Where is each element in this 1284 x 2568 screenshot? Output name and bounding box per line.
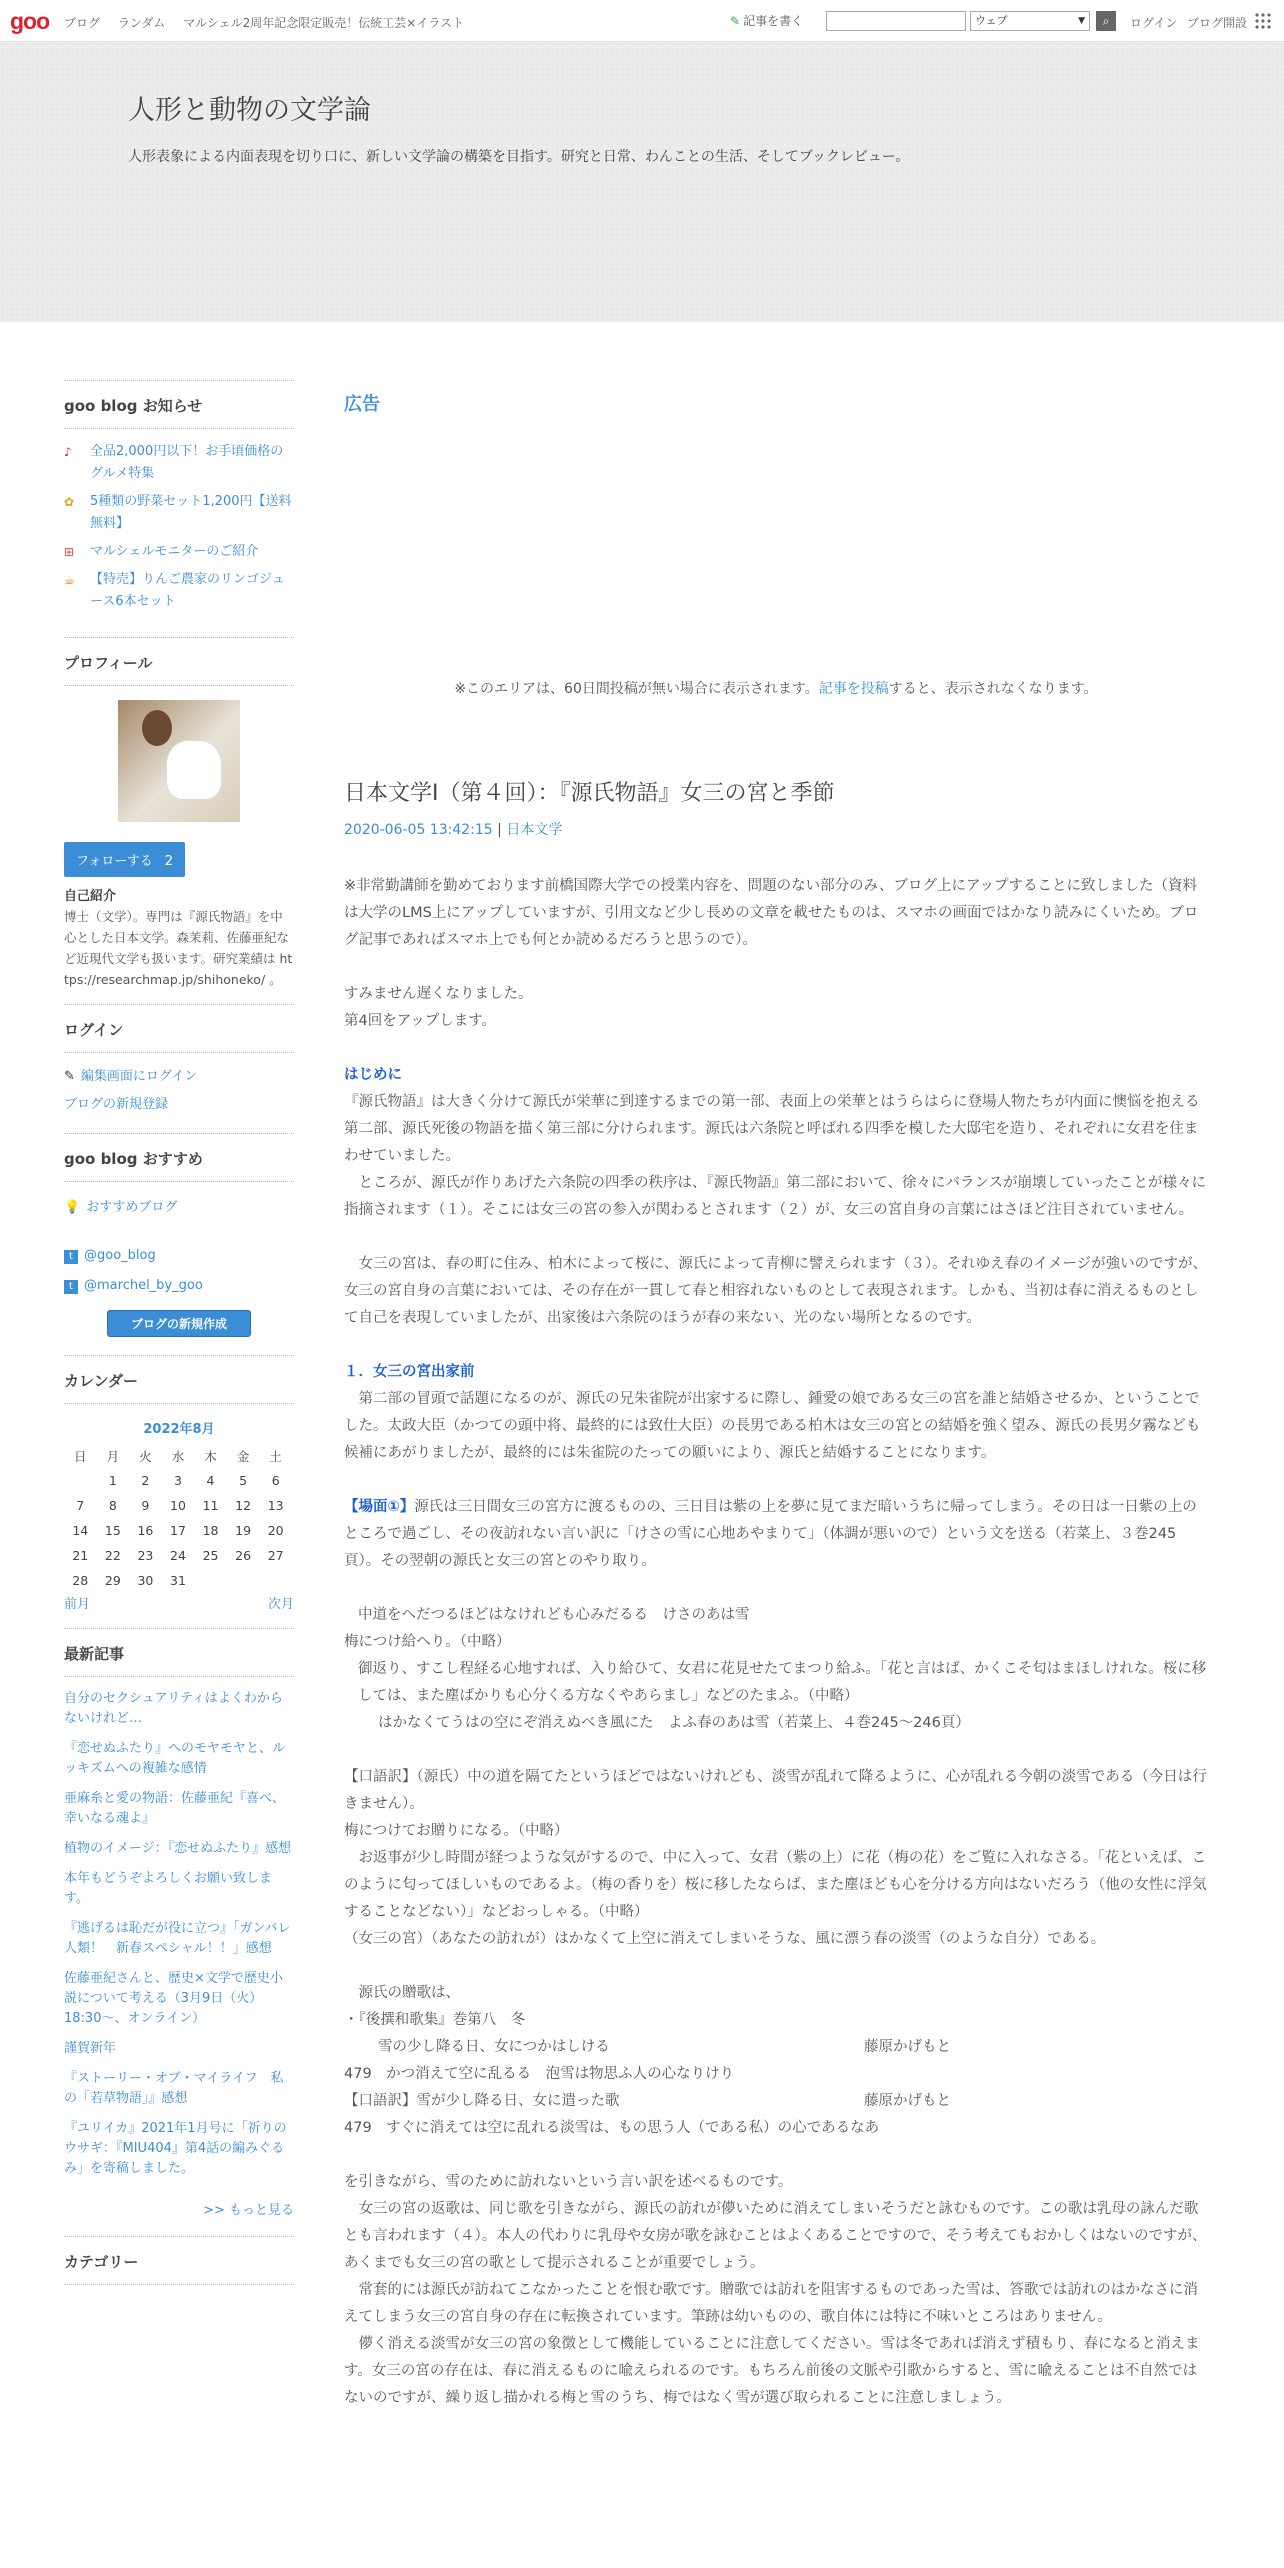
recent-post-link[interactable]: 『ユリイカ』2021年1月号に「祈りのウサギ：『MIU404』第4話の編みぐるみ」を寄稿しました。 <box>64 2121 287 2176</box>
notice-item[interactable] <box>64 441 294 485</box>
poem-author: 藤原かげもと <box>864 2039 951 2055</box>
calendar-day: 31 <box>170 1573 186 1588</box>
recent-posts-list <box>64 1677 294 2199</box>
weekday: 金 <box>236 1448 250 1464</box>
poem-line: 479 かつ消えて空に乱るる 泡雪は物思ふ人の心なりけり <box>344 2066 735 2082</box>
calendar-day: 22 <box>104 1548 121 1563</box>
twitter-icon: t <box>64 1280 78 1294</box>
calendar-week <box>64 1493 292 1518</box>
music-note-icon: ♪ <box>64 445 72 459</box>
sidebar <box>64 380 294 2285</box>
nav-random[interactable]: ランダム <box>117 16 166 30</box>
quote-line: 梅につけ給へり。（中略） <box>344 1634 511 1650</box>
more-posts-link[interactable]: >> もっと見る <box>203 2203 294 2218</box>
meta-separator: | <box>492 822 507 838</box>
calendar-day: 11 <box>202 1498 219 1513</box>
weekday: 火 <box>139 1448 152 1464</box>
weekday: 日 <box>74 1448 87 1464</box>
nav-marchel-promo[interactable]: マルシェル2周年記念限定販売！伝統工芸×イラスト <box>183 16 464 30</box>
follow-button[interactable] <box>64 842 185 877</box>
calendar-day: 12 <box>235 1498 252 1513</box>
intro-heading: 自己紹介 <box>64 889 117 904</box>
calendar-day: 1 <box>108 1473 117 1488</box>
poem-line <box>344 2088 1208 2115</box>
calendar-day: 30 <box>137 1573 154 1588</box>
new-blog-button[interactable]: ブログの新規作成 <box>107 1310 251 1337</box>
recommend-section <box>64 1133 294 1337</box>
weekday: 土 <box>269 1448 282 1464</box>
calendar-section <box>64 1355 294 1628</box>
notice-item[interactable] <box>64 541 294 563</box>
next-month-link[interactable]: 次月 <box>267 1597 294 1612</box>
login-heading: ログイン <box>64 1005 294 1053</box>
notice-item[interactable] <box>64 569 294 613</box>
calendar-day: 5 <box>239 1473 248 1488</box>
post-body <box>344 873 1208 2412</box>
notice-link[interactable]: 【特売】りんご農家のリンゴジュース6本セット <box>90 572 285 609</box>
search-icon: ⌕ <box>1102 14 1110 28</box>
blog-title[interactable]: 人形と動物の文学論 <box>128 95 371 126</box>
calendar-day: 9 <box>141 1498 150 1513</box>
recommend-heading: goo blog おすすめ <box>64 1134 294 1182</box>
post-paragraph: すみません遅くなりました。 <box>344 986 533 1002</box>
calendar-day: 29 <box>104 1573 121 1588</box>
twitter-marchel-link[interactable]: @marchel_by_goo <box>84 1278 203 1293</box>
calendar-nav <box>64 1593 294 1628</box>
edit-login-link[interactable]: 編集画面にログイン <box>80 1069 198 1084</box>
profile-avatar[interactable] <box>118 700 240 822</box>
login-link[interactable]: ログイン <box>1130 16 1178 30</box>
calendar-day: 7 <box>76 1498 85 1513</box>
post-paragraph: 儚く消える淡雪が女三の宮の象徴として機能していることに注意してください。雪は冬であれば消えず積もり、春になると消えます。女三の宮の存在は、春に消えるものに喩えられるのです。もちろん前後の文脈や引歌からすると、雪に喩えることは不自然ではないのですが、繰り返し描かれる梅と雪のうち、梅ではなく雪が選び取られることに注意しましょう。 <box>344 2336 1200 2406</box>
recent-post-link[interactable]: 『恋せぬふたり』へのモヤモヤと、ルッキズムへの複雑な感情 <box>64 1741 286 1776</box>
calendar-day <box>194 1568 227 1593</box>
goo-logo[interactable]: goo <box>10 8 50 34</box>
recent-post-link[interactable]: 本年もどうぞよろしくお願い致します。 <box>64 1871 273 1906</box>
blog-description: 人形表象による内面表現を切り口に、新しい文学論の構築を目指す。研究と日常、わんことの生活、そしてブックレビュー。 <box>128 149 910 165</box>
post-meta <box>344 819 1208 839</box>
notice-link[interactable]: マルシェルモニターのご紹介 <box>90 544 259 559</box>
post-paragraph: ・『後撰和歌集』巻第八 冬 <box>344 2012 526 2028</box>
ad-notice-text: ※このエリアは、60日間投稿が無い場合に表示されます。 <box>454 681 819 697</box>
calendar-week <box>64 1568 292 1593</box>
notice-link[interactable]: 5種類の野菜セット1,200円【送料無料】 <box>90 494 292 531</box>
post-title[interactable]: 日本文学Ⅰ（第４回）：『源氏物語』女三の宮と季節 <box>344 781 835 806</box>
ad-notice <box>344 678 1208 698</box>
post-paragraph: 【口語訳】（源氏）中の道を隔てたというほどではないけれども、淡雪が乱れて降るように、心が乱れる今朝の淡雪である（今日は行きません）。 <box>344 1769 1207 1812</box>
quote-line: はかなくてうはの空にぞ消えぬべき風にた よふ春のあは雪（若菜上、４巻245～246頁） <box>378 1715 970 1731</box>
grid-icon: ⊞ <box>64 545 75 559</box>
recent-post-link[interactable]: 佐藤亜紀さんと、歴史×文学で歴史小説について考える（3月9日（火）18:30～、オンライン） <box>64 1971 283 2026</box>
quote-line: 中道をへだつるほどはなけれども心みだるる けさのあは雪 <box>358 1607 750 1623</box>
pencil-icon: ✎ <box>64 1069 75 1084</box>
follow-label: フォローする <box>76 854 153 869</box>
calendar-day: 24 <box>170 1548 186 1563</box>
open-blog-link[interactable]: ブログ開設 <box>1187 16 1248 30</box>
calendar-day: 27 <box>267 1548 284 1563</box>
recommend-link[interactable]: おすすめブログ <box>86 1200 178 1215</box>
calendar-weekdays <box>64 1443 292 1468</box>
calendar-day: 10 <box>170 1498 186 1513</box>
section-heading: はじめに <box>344 1067 402 1083</box>
recent-post-link[interactable]: 自分のセクシュアリティはよくわからないけれど… <box>64 1691 283 1726</box>
calendar-day <box>64 1468 97 1493</box>
twitter-goo-blog-link[interactable]: @goo_blog <box>84 1248 156 1263</box>
calendar-week <box>64 1518 292 1543</box>
recent-post-link[interactable]: 『逃げるは恥だが役に立つ』「ガンバレ人類！ 新春スペシャル！！」感想 <box>64 1921 291 1956</box>
calendar-day <box>227 1568 260 1593</box>
pencil-icon: ✎ <box>730 14 741 28</box>
global-nav <box>64 14 478 31</box>
post-paragraph: （女三の宮）（あなたの訪れが）はかなくて上空に消えてしまいそうな、風に漂う春の淡雪（のような自分）である。 <box>344 1931 1106 1947</box>
calendar-day: 13 <box>267 1498 284 1513</box>
post-paragraph: 『源氏物語』は大きく分けて源氏が栄華に到達するまでの第一部、表面上の栄華とはうらはらに登場人物たちが内面に懊悩を抱える第二部、源氏死後の物語を描く第三部に分けられます。源氏は六条院と呼ばれる四季を模した大邸宅を造り、それぞれに女君を住まわせていました。 <box>344 1094 1200 1164</box>
recent-posts-section <box>64 1628 294 2236</box>
weekday: 木 <box>204 1448 217 1464</box>
scene-text: 源氏は三日間女三の宮方に渡るものの、三日目は紫の上を夢に見てまだ暗いうちに帰ってしまう。その日は一日紫の上のところで過ごし、その夜訪れない言い訳に「けさの雪に心地あやまりて」（体調が悪いので）という文を送る（若菜上、３巻245頁）。その翌朝の源氏と女三の宮とのやり取り。 <box>344 1499 1197 1569</box>
weekday: 月 <box>106 1448 120 1464</box>
quote-line: 御返り、すこし程経る心地すれば、入り給ひて、女君に花見せたてまつり給ふ。「花と言はば、かくこそ匂はまほしけれな。桜に移しては、また塵ばかりも心分くる方なくやあらまし」などのたまふ。（中略） <box>358 1661 1207 1704</box>
scene-label: 【場面①】 <box>344 1499 415 1515</box>
calendar-day: 20 <box>267 1523 284 1538</box>
twitter-icon: t <box>64 1250 78 1264</box>
poem-text: 雪の少し降る日、女につかはしける <box>378 2039 610 2055</box>
calendar-day: 18 <box>202 1523 219 1538</box>
calendar-month: 2022年8月 <box>143 1422 215 1437</box>
post-paragraph <box>344 1494 1208 1575</box>
post-paragraph: を引きながら、雪のために訪れないという言い訳を述べるものです。 <box>344 2174 793 2190</box>
post-paragraph: 梅につけてお贈りになる。（中略） <box>344 1823 569 1839</box>
intro-text: 博士（文学）。専門は『源氏物語』を中心とした日本文学。森茉莉、佐藤亜紀など近現代文学も扱います。研究業績は https://researchmap.jp/shihoneko/ 。 <box>64 909 293 987</box>
calendar-day <box>259 1568 292 1593</box>
search-scope-select[interactable] <box>970 11 1090 31</box>
search-input[interactable] <box>826 11 966 31</box>
recent-post-link[interactable]: 『ストーリー・オブ・マイライフ 私の「若草物語」』感想 <box>64 2071 284 2106</box>
calendar-day: 4 <box>206 1473 215 1488</box>
ad-notice-text: すると、表示されなくなります。 <box>888 681 1098 697</box>
post-paragraph: 第二部の冒頭で話題になるのが、源氏の兄朱雀院が出家するに際し、鍾愛の娘である女三の宮を誰と結婚させるか、ということでした。太政大臣（かつての頭中将、最終的には致仕大臣）の長男である柏木は女三の宮との結婚を強く望み、源氏の長男夕霧なども候補にあがりましたが、最終的には朱雀院のたっての願いにより、源氏と結婚することになります。 <box>344 1391 1201 1461</box>
calendar-day: 16 <box>137 1523 154 1538</box>
calendar-day: 25 <box>202 1548 219 1563</box>
calendar-day: 19 <box>235 1523 252 1538</box>
poem-text: 【口語訳】雪が少し降る日、女に遣った歌 <box>344 2093 620 2109</box>
post-paragraph: ところが、源氏が作りあげた六条院の四季の秩序は、『源氏物語』第二部において、徐々にバランスが崩壊していったことが様々に指摘されます（１）。そこには女三の宮の参入が関わるとされます（２）が、女三の宮自身の言葉にはさほど注目されていません。 <box>344 1175 1207 1218</box>
calendar-day: 26 <box>235 1548 252 1563</box>
notice-link[interactable]: 全品2,000円以下！お手頃価格のグルメ特集 <box>90 444 284 481</box>
recent-post-link[interactable]: 謹賀新年 <box>64 2041 117 2056</box>
write-post-label: 記事を書く <box>743 14 804 28</box>
category-section <box>64 2236 294 2285</box>
poem-line <box>344 2034 1208 2061</box>
calendar-day: 6 <box>271 1473 280 1488</box>
search-scope-value: ウェブ <box>975 14 1008 27</box>
notice-section <box>64 380 294 627</box>
post-date[interactable]: 2020-06-05 13:42:15 <box>344 822 493 838</box>
post-paragraph: 源氏の贈歌は、 <box>344 1985 460 2001</box>
calendar-day: 15 <box>104 1523 121 1538</box>
avatar-dog <box>166 740 222 800</box>
blog-header <box>0 42 1284 322</box>
login-section <box>64 1004 294 1115</box>
apps-grid-icon[interactable] <box>1254 12 1272 30</box>
recent-posts-heading: 最新記事 <box>64 1629 294 1677</box>
profile-heading: プロフィール <box>64 638 294 686</box>
calendar-day: 8 <box>108 1498 117 1513</box>
weekday: 水 <box>171 1448 185 1464</box>
chevron-down-icon: ▼ <box>1078 16 1085 26</box>
recent-post-link[interactable]: 亜麻糸と愛の物語：佐藤亜紀『喜べ、幸いなる魂よ』 <box>64 1791 286 1826</box>
nav-blog[interactable]: ブログ <box>64 16 101 30</box>
calendar-day: 3 <box>173 1473 182 1488</box>
section-heading: １．女三の宮出家前 <box>344 1364 475 1380</box>
post-paragraph: 常套的には源氏が訪ねてこなかったことを恨む歌です。贈歌では訪れを阻害するものであった雪は、答歌では訪れのはかなさに消えてしまう女三の宮自身の存在に転換されています。筆跡は幼いものの、歌自体には特に不味いところはありません。 <box>344 2282 1198 2325</box>
calendar-table <box>64 1443 292 1593</box>
post-category[interactable]: 日本文学 <box>506 822 563 838</box>
notice-item[interactable] <box>64 491 294 535</box>
calendar-day: 17 <box>170 1523 186 1538</box>
calendar-week <box>64 1543 292 1568</box>
search-button[interactable] <box>1096 11 1116 31</box>
juice-cup-icon: ☕ <box>64 573 75 587</box>
post-paragraph: お返事が少し時間が経つような気がするので、中に入って、女君（紫の上）に花（梅の花）をご覧に入れなさる。「花といえば、このように匂ってほしいものであるよ。（梅の香りを）桜に移したならば、また塵ほども心を分ける方向はないだろう（他の女性に浮気することなどない）」などおっしゃる。（中略） <box>344 1850 1207 1920</box>
calendar-day: 2 <box>141 1473 150 1488</box>
lightbulb-icon: 💡 <box>64 1200 81 1215</box>
ad-heading: 広告 <box>344 394 380 415</box>
write-post-button[interactable] <box>730 12 803 29</box>
notice-heading: goo blog お知らせ <box>64 381 294 429</box>
poem-author: 藤原かげもと <box>864 2093 951 2109</box>
follower-count: 2 <box>164 854 173 869</box>
calendar-day: 21 <box>72 1548 89 1563</box>
recent-post-link[interactable]: 植物のイメージ：『恋せぬふたり』感想 <box>64 1841 292 1856</box>
global-header <box>0 0 1284 42</box>
post-paragraph: 第4回をアップします。 <box>344 1013 497 1029</box>
post-paragraph: 女三の宮は、春の町に住み、柏木によって桜に、源氏によって青柳に譬えられます（３）。それゆえ春のイメージが強いのですが、女三の宮自身の言葉においては、その存在が一貫して春と相容れないものとして表現されます。しかも、当初は春に消えるものとして自己を表現していましたが、出家後は六条院のほうが春の来ない、光のない場所となるのです。 <box>344 1256 1208 1326</box>
calendar-week <box>64 1468 292 1493</box>
prev-month-link[interactable]: 前月 <box>64 1597 91 1612</box>
post-paragraph: ※非常勤講師を勤めております前橋国際大学での授業内容を、問題のない部分のみ、ブログ上にアップすることに致しました（資料は大学のLMS上にアップしていますが、引用文など少し長めの文章を載せたものは、スマホの画面ではかなり読みにくいため。ブログ記事であればスマホ上でも何とか読めるだろうと思うので）。 <box>344 878 1199 948</box>
post-article-link[interactable]: 記事を投稿 <box>818 681 889 697</box>
category-heading: カテゴリー <box>64 2237 294 2285</box>
main-content <box>344 380 1208 2412</box>
register-link[interactable]: ブログの新規登録 <box>64 1097 169 1112</box>
calendar-day: 23 <box>137 1548 154 1563</box>
profile-section <box>64 637 294 1004</box>
calendar-day: 14 <box>72 1523 89 1538</box>
flower-icon: ✿ <box>64 495 75 509</box>
calendar-day: 28 <box>72 1573 89 1588</box>
avatar-person <box>142 710 172 746</box>
poem-line: 479 すぐに消えては空に乱れる淡雪は、もの思う人（である私）の心であるなあ <box>344 2120 880 2136</box>
calendar-heading: カレンダー <box>64 1356 294 1404</box>
post-paragraph: 女三の宮の返歌は、同じ歌を引きながら、源氏の訪れが儚いために消えてしまいそうだと詠むものです。この歌は乳母の詠んだ歌とも言われます（４）。本人の代わりに乳母や女房が歌を詠むことはよくあることですので、そう考えてもおかしくはないのですが、あくまでも女三の宮の歌として提示されることが重要でしょう。 <box>344 2201 1207 2271</box>
